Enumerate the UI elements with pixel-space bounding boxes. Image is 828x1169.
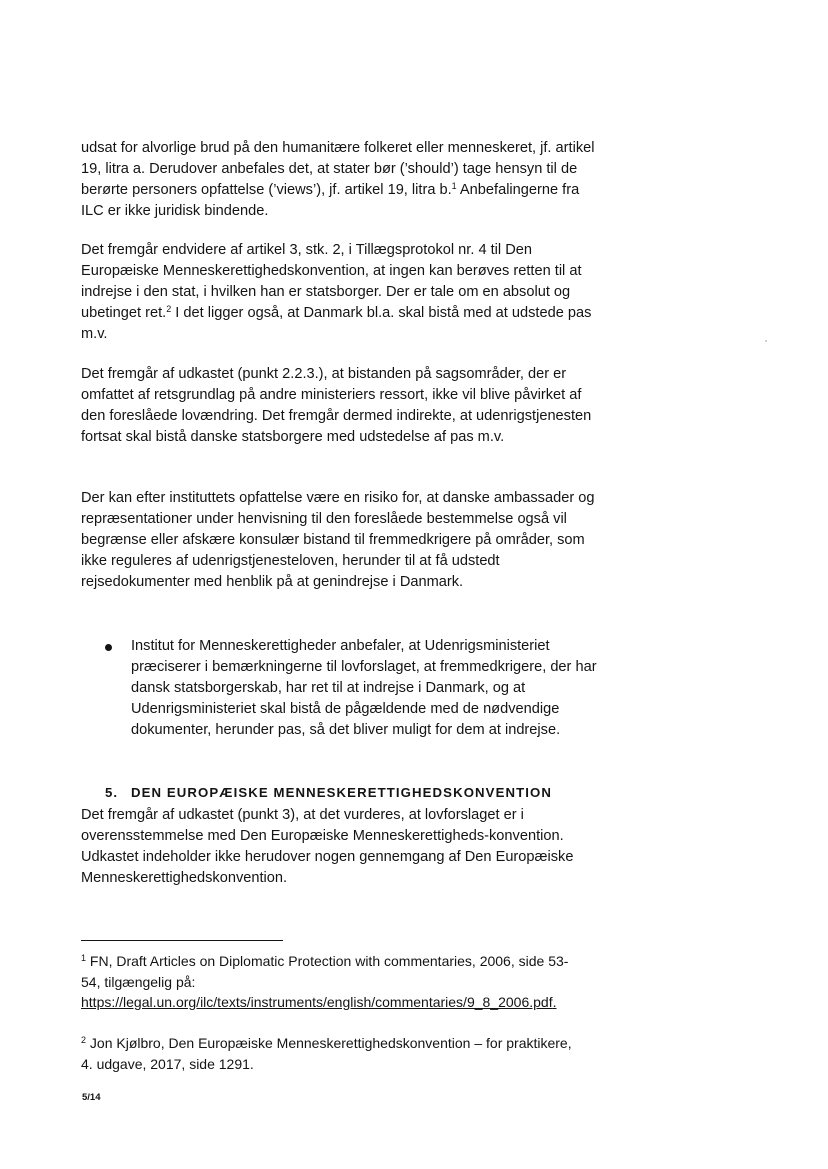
paragraph-text: Anbefalingerne fra ILC er ikke juridisk bindende. [81, 182, 580, 219]
footnote-link-text[interactable]: https://legal.un.org/ilc/texts/instruments/english/commentaries/9_8_2006.pdf [81, 994, 553, 1010]
scan-speck [765, 340, 767, 342]
paragraph-ilc-recommendations [81, 138, 601, 222]
footnote-link[interactable] [81, 992, 581, 1013]
paragraph-draft-assistance: Det fremgår af udkastet (punkt 2.2.3.), at bistanden på sagsområder, der er omfattet af retsgrundlag på andre ministeriers ressort, ikke vil blive påvirket af den foreslåede lovændring. Det fremgår dermed indirekte, at udenrigstjenesten fortsat skal bistå danske statsborgere med udstedelse af pas m.v. [81, 366, 592, 445]
section-number: 5. [105, 785, 119, 800]
recommendation-bullet [81, 636, 601, 741]
footnote-separator [81, 940, 283, 941]
footnote-text: Jon Kjølbro, Den Europæiske Menneskerettighedskonvention – for praktikere, 4. udgave, 2017, side 1291. [81, 1035, 572, 1072]
footnote-2 [81, 1033, 581, 1074]
section-heading [81, 785, 621, 800]
footnote-link-period: . [552, 994, 557, 1010]
bullet-dot-icon [105, 644, 112, 651]
paragraph-text: udsat for alvorlige brud på den humanitære folkeret eller menneskeret, jf. artikel 19, litra a. Derudover anbefales det, at stater bør (’should’) tage hensyn til de berørte personers opfattelse (’views’), jf. artikel 19, litra b. [81, 140, 595, 198]
section-title: DEN EUROPÆISKE MENNESKERETTIGHEDSKONVENTION [131, 785, 552, 800]
footnote-text: FN, Draft Articles on Diplomatic Protection with commentaries, 2006, side 53-54, tilgængelig på: [81, 953, 569, 990]
paragraph-text: I det ligger også, at Danmark bl.a. skal bistå med at udstede pas m.v. [81, 305, 592, 342]
recommendation-text: Institut for Menneskerettigheder anbefaler, at Udenrigsministeriet præciserer i bemærkningerne til lovforslaget, at fremmedkrigere, der har dansk statsborgerskab, har ret til at indrejse i Danmark, og at Udenrigsministeriet skal bistå de pågældende med de nødvendige dokumenter, herunder pas, så det bliver muligt for dem at indrejse. [131, 638, 597, 738]
paragraph-institute-risk: Der kan efter instituttets opfattelse være en risiko for, at danske ambassader og repræsentationer under henvisning til den foreslåede bestemmelse også vil begrænse eller afskære konsulær bistand til fremmedkrigere på områder, som ikke reguleres af udenrigstjenesteloven, herunder til at få udstedt rejsedokumenter med henblik på at genindrejse i Danmark. [81, 490, 595, 590]
footnote-number: 1 [81, 953, 87, 963]
footnote-1 [81, 951, 581, 1013]
footnote-number: 2 [81, 1035, 87, 1045]
footnote-ref-1[interactable]: 1 [451, 181, 457, 191]
footnote-ref-2[interactable]: 2 [166, 304, 172, 314]
page-number: 5/14 [82, 1092, 101, 1103]
paragraph-protocol-4 [81, 240, 601, 345]
paragraph-text: Det fremgår endvidere af artikel 3, stk. 2, i Tillægsprotokol nr. 4 til Den Europæiske Menneskerettighedskonvention, at ingen kan berøves retten til at indrejse i den stat, i hvilken han er statsborger. Der er tale om en absolut og ubetinget ret. [81, 242, 582, 321]
paragraph-convention: Det fremgår af udkastet (punkt 3), at det vurderes, at lovforslaget er i overensstemmelse med Den Europæiske Menneskerettigheds-konvention. Udkastet indeholder ikke herudover nogen gennemgang af Den Europæiske Menneskerettighedskonvention. [81, 807, 574, 886]
